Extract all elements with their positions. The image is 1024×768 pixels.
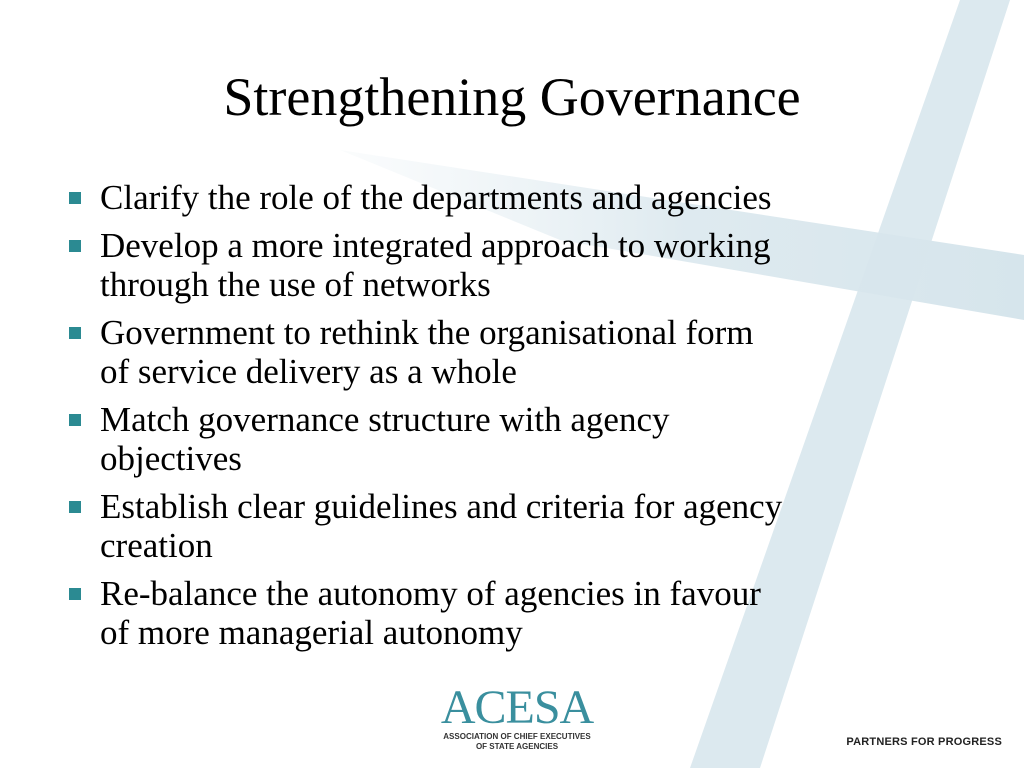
square-bullet-icon xyxy=(69,588,81,600)
bullet-text: Establish clear guidelines and criteria for agency xyxy=(100,487,783,526)
square-bullet-icon xyxy=(69,240,81,252)
bullet-item xyxy=(68,400,968,478)
square-bullet-icon xyxy=(69,192,81,204)
bullet-text: Match governance structure with agency xyxy=(100,400,670,439)
bullet-text: of service delivery as a whole xyxy=(100,352,517,391)
bullet-item xyxy=(68,313,968,391)
bullet-text: Re-balance the autonomy of agencies in favour xyxy=(100,574,761,613)
bullet-item xyxy=(68,226,968,304)
slide-title: Strengthening Governance xyxy=(223,67,801,127)
square-bullet-icon xyxy=(69,501,81,513)
logo-subtitle-line2: OF STATE AGENCIES xyxy=(475,742,559,751)
logo-subtitle-line1: ASSOCIATION OF CHIEF EXECUTIVES xyxy=(443,732,591,741)
bullet-text: Clarify the role of the departments and agencies xyxy=(100,178,772,217)
bullet-text: Develop a more integrated approach to working xyxy=(100,226,771,265)
square-bullet-icon xyxy=(69,327,81,339)
bullet-list xyxy=(68,178,968,661)
bullet-text: objectives xyxy=(100,439,242,478)
acesa-logo xyxy=(432,681,602,758)
bullet-text: Government to rethink the organisational form xyxy=(100,313,754,352)
bullet-text: creation xyxy=(100,526,213,565)
bullet-item xyxy=(68,574,968,652)
bullet-item xyxy=(68,178,968,217)
bullet-text: of more managerial autonomy xyxy=(100,613,523,652)
logo-wordmark: ACESA xyxy=(440,681,594,734)
square-bullet-icon xyxy=(69,414,81,426)
bullet-text: through the use of networks xyxy=(100,265,491,304)
bullet-item xyxy=(68,487,968,565)
footer-tagline: PARTNERS FOR PROGRESS xyxy=(846,736,1002,748)
